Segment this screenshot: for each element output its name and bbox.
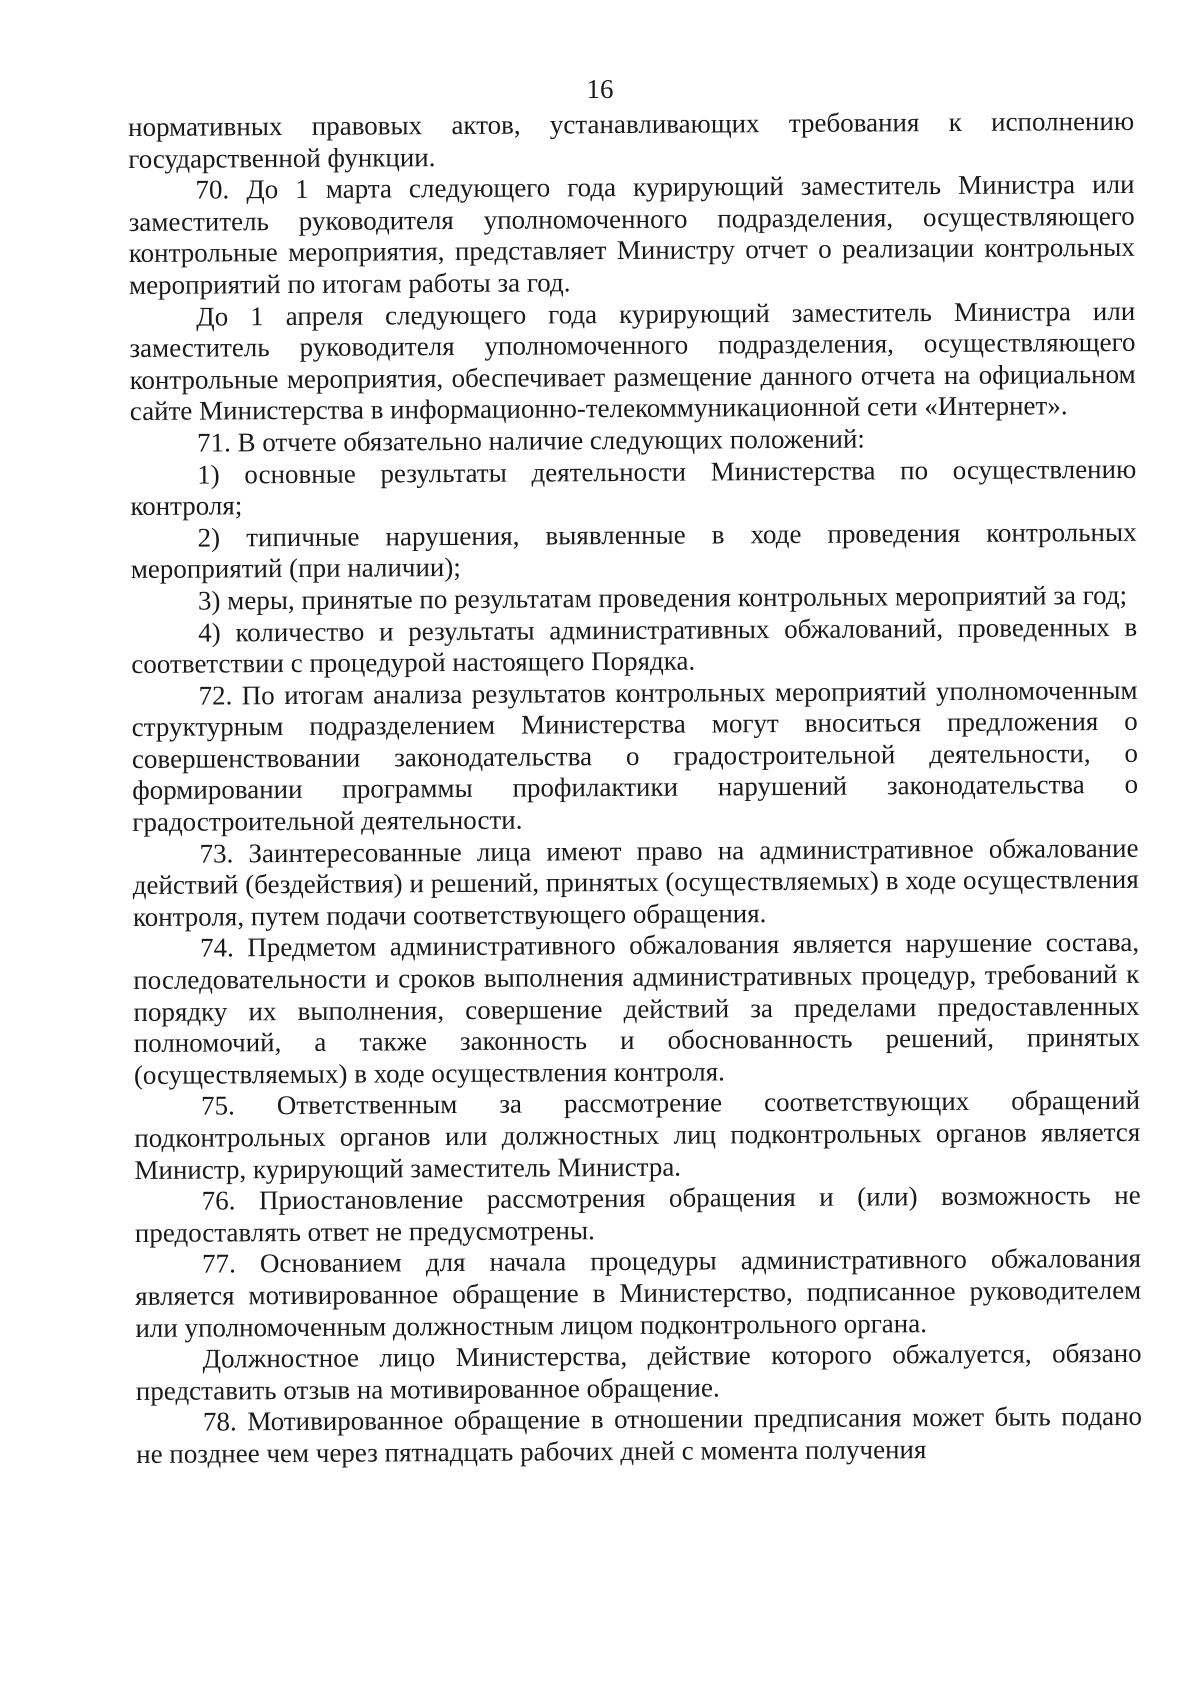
paragraph-75: 75. Ответственным за рассмотрение соответствующих обращений подконтрольных органов или должностных лиц подконтрольных органов является Министр, курирующий заместитель Министра. (134, 1085, 1141, 1185)
list-item-3: 3) меры, принятые по результатам проведения контрольных мероприятий за год; (197, 579, 1128, 616)
paragraph-76: 76. Приостановление рассмотрения обращения и (или) возможность не предоставлять ответ не предусмотрены. (134, 1180, 1141, 1248)
paragraph-74: 74. Предметом административного обжалования является нарушение состава, последовательности и сроков выполнения административных процедур, требований к порядку их выполнения, совершение действий за пределами предоставленных полномочий, а также законность и обоснованность решений, принятых (осуществляемых) в ходе осуществления контроля. (133, 927, 1140, 1090)
paragraph-77-cont: Должностное лицо Министерства, действие которого обжалуется, обязано представить отзыв на мотивированное обращение. (135, 1337, 1142, 1406)
paragraph-71: 71. В отчете обязательно наличие следующих положений: (196, 423, 865, 458)
list-item-1: 1) основные результаты деятельности Министерства по осуществлению контроля; (130, 453, 1137, 522)
page-number: 16 (586, 74, 614, 104)
paragraph-70: 70. До 1 марта следующего года курирующий заместитель Министра или заместитель руководителя уполномоченного подразделения, осуществляющего контрольные мероприятия, представляет Министру отчет о реализации контрольных мероприятий по итогам работы за год. (128, 169, 1135, 300)
list-item-2: 2) типичные нарушения, выявленные в ходе проведения контрольных мероприятий (при наличии); (130, 516, 1137, 585)
document-body (128, 106, 1142, 1471)
paragraph-70-cont: До 1 апреля следующего года курирующий заместитель Министра или заместитель руководителя уполномоченного подразделения, осуществляющего контрольные мероприятия, обеспечивает размещение данного отчета на официальном сайте Министерства в информационно-телекоммуникационной сети «Интернет». (129, 295, 1136, 427)
paragraph-72: 72. По итогам анализа результатов контрольных мероприятий уполномоченным структурным подразделением Министерства могут вноситься предложения о совершенствовании законодательства о градостроительной деятельности, о формировании программы профилактики нарушений законодательства о градостроительной деятельности. (131, 674, 1139, 838)
paragraph-continuation: нормативных правовых актов, устанавливающих требования к исполнению государственной функции. (128, 105, 1135, 174)
paragraph-73: 73. Заинтересованные лица имеют право на административное обжалование действий (бездействия) и решений, принятых (осуществляемых) в ходе осуществления контроля, путем подачи соответствующего обращения. (132, 832, 1139, 932)
paragraph-78: 78. Мотивированное обращение в отношении предписания может быть подано не позднее чем через пятнадцать рабочих дней с момента получения (136, 1401, 1143, 1469)
paragraph-77: 77. Основанием для начала процедуры административного обжалования является мотивированное обращение в Министерство, подписанное руководителем или уполномоченным должностным лицом подконтрольного органа. (135, 1243, 1142, 1343)
list-item-4: 4) количество и результаты административных обжалований, проведенных в соответствии с процедурой настоящего Порядка. (131, 611, 1138, 680)
